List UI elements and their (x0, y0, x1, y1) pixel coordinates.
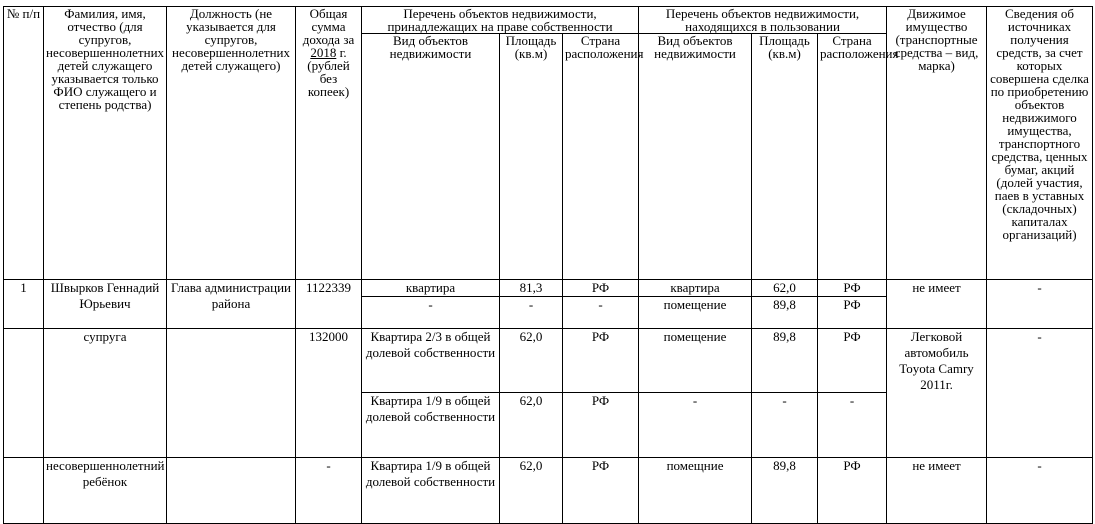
used-area: 89,8 (752, 297, 818, 329)
used-country: РФ (818, 458, 887, 524)
used-country: - (818, 393, 887, 458)
funding-sources: - (987, 329, 1093, 458)
owned-country: РФ (563, 393, 639, 458)
header-used-area: Площадь (кв.м) (752, 34, 818, 280)
used-area: 89,8 (752, 458, 818, 524)
row-number (4, 329, 44, 458)
table-row (4, 280, 1093, 297)
owned-type: квартира (362, 280, 500, 297)
row-number (4, 458, 44, 524)
row-number: 1 (4, 280, 44, 329)
person-name: несовершеннолетний ребёнок (44, 458, 167, 524)
used-area: 89,8 (752, 329, 818, 393)
person-position: Глава администрации района (167, 280, 296, 329)
used-type: - (639, 393, 752, 458)
funding-sources: - (987, 280, 1093, 329)
owned-type: Квартира 2/3 в общей долевой собственности (362, 329, 500, 393)
header-income-year: 2018 (310, 45, 337, 60)
header-used-type: Вид объектов недвижимости (639, 34, 752, 280)
header-position: Должность (не указывается для супругов, несовершеннолетних детей служащего) (167, 7, 296, 280)
owned-area: 62,0 (500, 393, 563, 458)
owned-country: РФ (563, 329, 639, 393)
vehicles: не имеет (887, 280, 987, 329)
header-vehicles: Движимое имущество (транспортные средства – вид, марка) (887, 7, 987, 280)
header-used-country: Страна расположения (818, 34, 887, 280)
header-funding-sources: Сведения об источниках получения средств, за счет которых совершена сделка по приобретению объектов недвижимого имущества, транспортного средства, ценных бумаг, акций (долей участия, паев в уставных (складочных) капиталах организаций) (987, 7, 1093, 280)
income-amount: 1122339 (296, 280, 362, 329)
owned-area: 81,3 (500, 280, 563, 297)
owned-country: РФ (563, 280, 639, 297)
header-used-property: Перечень объектов недвижимости, находящихся в пользовании (639, 7, 887, 34)
vehicles: не имеет (887, 458, 987, 524)
person-position (167, 329, 296, 458)
owned-type: - (362, 297, 500, 329)
table-row (4, 329, 1093, 393)
header-owned-property: Перечень объектов недвижимости, принадлежащих на праве собственности (362, 7, 639, 34)
owned-type: Квартира 1/9 в общей долевой собственности (362, 393, 500, 458)
funding-sources: - (987, 458, 1093, 524)
income-declaration-table (3, 6, 1093, 524)
used-type: помещение (639, 297, 752, 329)
header-owned-area: Площадь (кв.м) (500, 34, 563, 280)
owned-country: - (563, 297, 639, 329)
table-row (4, 458, 1093, 524)
owned-area: 62,0 (500, 458, 563, 524)
income-amount: 132000 (296, 329, 362, 458)
owned-country: РФ (563, 458, 639, 524)
person-position (167, 458, 296, 524)
used-area: 62,0 (752, 280, 818, 297)
person-name: супруга (44, 329, 167, 458)
owned-area: 62,0 (500, 329, 563, 393)
owned-area: - (500, 297, 563, 329)
header-owned-type: Вид объектов недвижимости (362, 34, 500, 280)
person-name: Швырков Геннадий Юрьевич (44, 280, 167, 329)
income-amount: - (296, 458, 362, 524)
used-country: РФ (818, 329, 887, 393)
header-number: № п/п (4, 7, 44, 280)
used-area: - (752, 393, 818, 458)
vehicles: Легковой автомобиль Toyota Camry 2011г. (887, 329, 987, 458)
used-country: РФ (818, 280, 887, 297)
header-name: Фамилия, имя, отчество (для супругов, несовершеннолетних детей служащего указывается только ФИО служащего и степень родства) (44, 7, 167, 280)
used-type: помещние (639, 458, 752, 524)
used-country: РФ (818, 297, 887, 329)
used-type: квартира (639, 280, 752, 297)
header-income: Общая сумма дохода за 2018 г. (рублей без копеек) (296, 7, 362, 280)
header-owned-country: Страна расположения (563, 34, 639, 280)
owned-type: Квартира 1/9 в общей долевой собственности (362, 458, 500, 524)
used-type: помещение (639, 329, 752, 393)
